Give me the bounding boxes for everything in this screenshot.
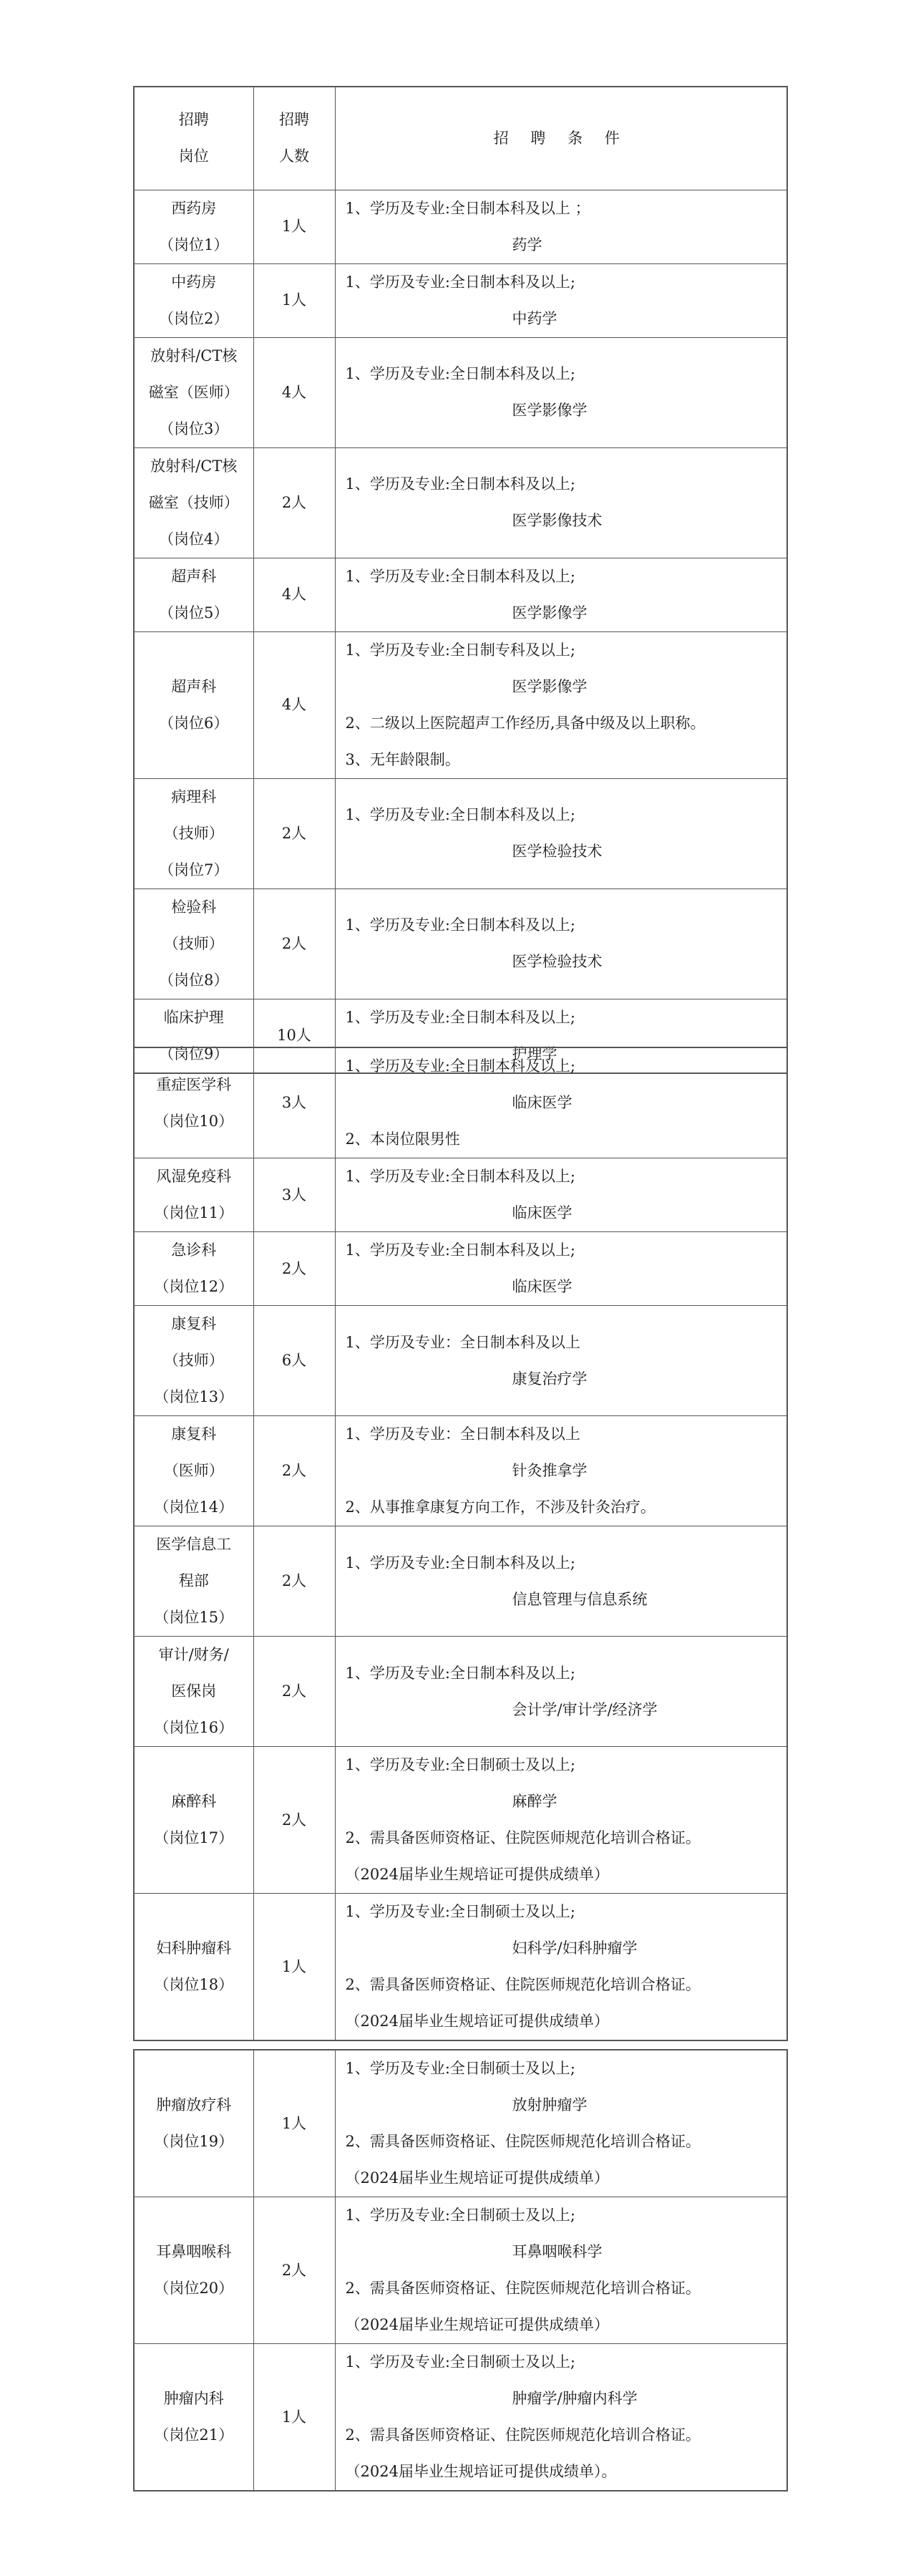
conditions-cell bbox=[335, 778, 787, 888]
condition-line: 3、无年龄限制。 bbox=[345, 750, 460, 768]
position-line: （岗位15） bbox=[154, 1609, 234, 1626]
header-position bbox=[134, 87, 253, 190]
position-cell bbox=[134, 1232, 253, 1306]
position-cell bbox=[134, 2197, 253, 2344]
position-line: （医师） bbox=[163, 1462, 224, 1479]
header-count-line-2: 人数 bbox=[279, 147, 309, 165]
position-line: （岗位10） bbox=[154, 1112, 234, 1130]
condition-line: 妇科学/妇科肿瘤学 bbox=[512, 1940, 638, 1957]
conditions-cell bbox=[335, 1306, 787, 1416]
position-line: （岗位5） bbox=[159, 604, 229, 621]
conditions-cell bbox=[335, 1747, 787, 1894]
table-section-3 bbox=[133, 2049, 786, 2492]
position-line: （岗位9） bbox=[159, 1045, 229, 1062]
position-cell bbox=[134, 631, 253, 778]
condition-line: 放射肿瘤学 bbox=[512, 2096, 588, 2113]
conditions-cell bbox=[335, 447, 787, 558]
position-cell bbox=[134, 888, 253, 999]
headcount-cell: 2人 bbox=[253, 778, 335, 888]
condition-line: （2024届毕业生规培证可提供成绩单） bbox=[345, 2013, 609, 2030]
position-line: （岗位4） bbox=[159, 530, 229, 548]
recruitment-table-part-2 bbox=[133, 1047, 788, 2041]
condition-line: 2、本岗位限男性 bbox=[345, 1130, 460, 1148]
conditions-cell bbox=[335, 337, 787, 447]
table-section-2 bbox=[133, 1047, 786, 2041]
position-line: （岗位11） bbox=[154, 1204, 234, 1221]
position-line: 中药房 bbox=[171, 273, 217, 291]
position-line: （岗位2） bbox=[159, 309, 229, 327]
position-line: （岗位16） bbox=[154, 1719, 234, 1736]
position-cell bbox=[134, 447, 253, 558]
position-line: 检验科 bbox=[171, 898, 217, 916]
position-cell bbox=[134, 2050, 253, 2197]
position-line: 麻醉科 bbox=[171, 1793, 217, 1810]
table-row bbox=[134, 1158, 787, 1232]
position-cell bbox=[134, 1306, 253, 1416]
position-line: 医学信息工 bbox=[156, 1536, 232, 1553]
position-line: 妇科肿瘤科 bbox=[156, 1940, 232, 1957]
position-cell bbox=[134, 1158, 253, 1232]
condition-line: 2、需具备医师资格证、住院医师规范化培训合格证。 bbox=[345, 2426, 701, 2444]
table-header-row bbox=[134, 87, 787, 190]
position-line: 西药房 bbox=[171, 199, 217, 217]
conditions-cell bbox=[335, 2050, 787, 2197]
table-row bbox=[134, 631, 787, 778]
headcount-cell: 3人 bbox=[253, 1158, 335, 1232]
condition-line: 信息管理与信息系统 bbox=[512, 1590, 648, 1608]
headcount-cell: 1人 bbox=[253, 1894, 335, 2041]
table-row bbox=[134, 1232, 787, 1306]
header-conditions bbox=[335, 87, 787, 190]
table-row bbox=[134, 190, 787, 263]
headcount-cell: 4人 bbox=[253, 558, 335, 631]
conditions-cell bbox=[335, 263, 787, 337]
position-line: （岗位17） bbox=[154, 1829, 234, 1846]
headcount-cell: 2人 bbox=[253, 888, 335, 999]
position-line: 医保岗 bbox=[171, 1682, 217, 1700]
position-line: 磁室（技师） bbox=[148, 493, 239, 511]
condition-line: 2、需具备医师资格证、住院医师规范化培训合格证。 bbox=[345, 2280, 701, 2297]
headcount-cell: 3人 bbox=[253, 1047, 335, 1158]
position-cell bbox=[134, 263, 253, 337]
headcount-cell: 1人 bbox=[253, 2050, 335, 2197]
position-cell bbox=[134, 1747, 253, 1894]
condition-line: 耳鼻咽喉科学 bbox=[512, 2243, 603, 2260]
table-row bbox=[134, 2344, 787, 2492]
condition-line: 1、学历及专业:全日制本科及以上; bbox=[345, 273, 576, 291]
position-line: 放射科/CT核 bbox=[150, 347, 238, 364]
condition-line: 1、学历及专业:全日制硕士及以上; bbox=[345, 1903, 576, 1920]
condition-line: 1、学历及专业:全日制本科及以上; bbox=[345, 365, 576, 382]
position-line: 程部 bbox=[178, 1572, 209, 1589]
headcount-cell: 2人 bbox=[253, 1747, 335, 1894]
condition-line: 1、学历及专业:全日制本科及以上; bbox=[345, 1008, 576, 1026]
position-line: 肿瘤放疗科 bbox=[156, 2096, 232, 2113]
position-line: 耳鼻咽喉科 bbox=[156, 2243, 232, 2260]
condition-line: 针灸推拿学 bbox=[512, 1462, 588, 1479]
header-count-line-1: 招聘 bbox=[279, 111, 309, 129]
conditions-cell bbox=[335, 1232, 787, 1306]
condition-line: 肿瘤学/肿瘤内科学 bbox=[512, 2390, 638, 2407]
header-conditions-label: 招 聘 条 件 bbox=[493, 129, 628, 147]
position-line: 超声科 bbox=[171, 567, 217, 585]
recruitment-table-part-3 bbox=[133, 2049, 788, 2492]
condition-line: 医学影像技术 bbox=[512, 512, 603, 529]
conditions-cell bbox=[335, 631, 787, 778]
position-cell bbox=[134, 1047, 253, 1158]
position-line: （岗位18） bbox=[154, 1976, 234, 1993]
position-line: （岗位14） bbox=[154, 1498, 234, 1516]
condition-line: 临床医学 bbox=[512, 1094, 572, 1111]
condition-line: 医学检验技术 bbox=[512, 843, 603, 860]
condition-line: 麻醉学 bbox=[512, 1793, 557, 1810]
headcount-cell: 2人 bbox=[253, 2197, 335, 2344]
condition-line: 医学影像学 bbox=[512, 677, 588, 695]
condition-line: 1、学历及专业：全日制本科及以上 bbox=[345, 1333, 580, 1351]
table-row bbox=[134, 1416, 787, 1526]
position-line: （岗位20） bbox=[154, 2280, 234, 2297]
headcount-cell: 4人 bbox=[253, 337, 335, 447]
table-row bbox=[134, 1747, 787, 1894]
position-cell bbox=[134, 1637, 253, 1747]
table-row bbox=[134, 1047, 787, 1158]
position-line: （岗位7） bbox=[159, 861, 229, 878]
position-line: （技师） bbox=[163, 824, 224, 842]
condition-line: 医学影像学 bbox=[512, 402, 588, 419]
conditions-cell bbox=[335, 1158, 787, 1232]
position-cell bbox=[134, 1526, 253, 1637]
conditions-cell bbox=[335, 2344, 787, 2492]
table-row bbox=[134, 2197, 787, 2344]
conditions-cell bbox=[335, 190, 787, 263]
headcount-cell: 2人 bbox=[253, 1526, 335, 1637]
table-row bbox=[134, 1637, 787, 1747]
position-line: 放射科/CT核 bbox=[150, 457, 238, 475]
position-line: （技师） bbox=[163, 1352, 224, 1369]
table-row bbox=[134, 778, 787, 888]
position-line: 重症医学科 bbox=[156, 1075, 232, 1093]
position-cell bbox=[134, 778, 253, 888]
condition-line: 1、学历及专业:全日制本科及以上; bbox=[345, 1057, 576, 1075]
condition-line: 1、学历及专业:全日制本科及以上 ； bbox=[345, 199, 590, 217]
table-section-1 bbox=[133, 86, 786, 1074]
condition-line: 中药学 bbox=[512, 309, 557, 327]
header-position-line-1: 招聘 bbox=[178, 111, 209, 129]
position-line: 康复科 bbox=[171, 1315, 217, 1332]
condition-line: 2、需具备医师资格证、住院医师规范化培训合格证。 bbox=[345, 1829, 701, 1846]
headcount-cell: 4人 bbox=[253, 631, 335, 778]
headcount-cell: 10人 bbox=[253, 999, 335, 1073]
position-cell bbox=[134, 337, 253, 447]
condition-line: （2024届毕业生规培证可提供成绩单）。 bbox=[345, 2463, 617, 2480]
condition-line: 1、学历及专业:全日制硕士及以上; bbox=[345, 2060, 576, 2077]
position-line: （岗位8） bbox=[159, 971, 229, 989]
position-line: （岗位21） bbox=[154, 2426, 234, 2444]
condition-line: （2024届毕业生规培证可提供成绩单） bbox=[345, 1866, 609, 1883]
condition-line: 1、学历及专业:全日制本科及以上; bbox=[345, 475, 576, 493]
table-row bbox=[134, 2050, 787, 2197]
condition-line: 1、学历及专业:全日制硕士及以上; bbox=[345, 2207, 576, 2224]
position-cell bbox=[134, 2344, 253, 2492]
position-line: 磁室（医师） bbox=[148, 383, 239, 401]
conditions-cell bbox=[335, 1416, 787, 1526]
table-row bbox=[134, 263, 787, 337]
headcount-cell: 2人 bbox=[253, 1416, 335, 1526]
position-line: （岗位3） bbox=[159, 420, 229, 437]
condition-line: 1、学历及专业:全日制本科及以上; bbox=[345, 1241, 576, 1259]
conditions-cell bbox=[335, 1637, 787, 1747]
conditions-cell bbox=[335, 2197, 787, 2344]
condition-line: （2024届毕业生规培证可提供成绩单） bbox=[345, 2316, 609, 2333]
condition-line: 医学检验技术 bbox=[512, 953, 603, 970]
conditions-cell bbox=[335, 1526, 787, 1637]
position-cell bbox=[134, 1416, 253, 1526]
headcount-cell: 1人 bbox=[253, 263, 335, 337]
position-line: （岗位1） bbox=[159, 236, 229, 253]
headcount-cell: 6人 bbox=[253, 1306, 335, 1416]
position-cell bbox=[134, 1894, 253, 2041]
condition-line: 康复治疗学 bbox=[512, 1370, 588, 1388]
conditions-cell bbox=[335, 1894, 787, 2041]
condition-line: 护理学 bbox=[512, 1045, 557, 1062]
position-cell bbox=[134, 190, 253, 263]
condition-line: 1、学历及专业:全日制本科及以上; bbox=[345, 806, 576, 823]
condition-line: 1、学历及专业：全日制本科及以上 bbox=[345, 1425, 580, 1443]
condition-line: 药学 bbox=[512, 236, 542, 253]
position-cell bbox=[134, 558, 253, 631]
condition-line: （2024届毕业生规培证可提供成绩单） bbox=[345, 2169, 609, 2187]
headcount-cell: 2人 bbox=[253, 1232, 335, 1306]
header-position-line-2: 岗位 bbox=[178, 147, 209, 165]
position-line: 急诊科 bbox=[171, 1241, 217, 1259]
headcount-cell: 2人 bbox=[253, 447, 335, 558]
condition-line: 2、需具备医师资格证、住院医师规范化培训合格证。 bbox=[345, 1976, 701, 1993]
position-line: 审计/财务/ bbox=[158, 1646, 229, 1663]
position-line: （岗位13） bbox=[154, 1388, 234, 1405]
position-line: 病理科 bbox=[171, 788, 217, 805]
position-line: 临床护理 bbox=[163, 1008, 224, 1026]
conditions-cell bbox=[335, 888, 787, 999]
condition-line: 1、学历及专业:全日制本科及以上; bbox=[345, 1664, 576, 1682]
recruitment-table-part-1 bbox=[133, 86, 788, 1074]
condition-line: 医学影像学 bbox=[512, 604, 588, 621]
condition-line: 1、学历及专业:全日制本科及以上; bbox=[345, 567, 576, 585]
table-row bbox=[134, 447, 787, 558]
position-line: 超声科 bbox=[171, 677, 217, 695]
position-line: （岗位6） bbox=[159, 714, 229, 732]
condition-line: 1、学历及专业:全日制本科及以上; bbox=[345, 916, 576, 934]
table-row bbox=[134, 1306, 787, 1416]
position-line: 风湿免疫科 bbox=[156, 1168, 232, 1185]
position-line: （技师） bbox=[163, 934, 224, 952]
headcount-cell: 1人 bbox=[253, 190, 335, 263]
condition-line: 会计学/审计学/经济学 bbox=[512, 1700, 658, 1718]
headcount-cell: 2人 bbox=[253, 1637, 335, 1747]
condition-line: 2、需具备医师资格证、住院医师规范化培训合格证。 bbox=[345, 2133, 701, 2150]
condition-line: 1、学历及专业:全日制专科及以上; bbox=[345, 641, 576, 659]
position-line: （岗位19） bbox=[154, 2133, 234, 2150]
conditions-cell bbox=[335, 1047, 787, 1158]
condition-line: 临床医学 bbox=[512, 1204, 572, 1221]
position-line: （岗位12） bbox=[154, 1278, 234, 1295]
headcount-cell: 1人 bbox=[253, 2344, 335, 2492]
position-line: 康复科 bbox=[171, 1425, 217, 1443]
table-row bbox=[134, 337, 787, 447]
condition-line: 1、学历及专业:全日制硕士及以上; bbox=[345, 2353, 576, 2371]
condition-line: 2、从事推拿康复方向工作，不涉及针灸治疗。 bbox=[345, 1498, 656, 1516]
header-count bbox=[253, 87, 335, 190]
table-row bbox=[134, 888, 787, 999]
position-line: 肿瘤内科 bbox=[163, 2390, 224, 2407]
table-row bbox=[134, 558, 787, 631]
condition-line: 2、二级以上医院超声工作经历,具备中级及以上职称。 bbox=[345, 714, 706, 732]
condition-line: 临床医学 bbox=[512, 1278, 572, 1295]
conditions-cell bbox=[335, 558, 787, 631]
condition-line: 1、学历及专业:全日制本科及以上; bbox=[345, 1168, 576, 1185]
table-row bbox=[134, 1526, 787, 1637]
condition-line: 1、学历及专业:全日制硕士及以上; bbox=[345, 1756, 576, 1773]
condition-line: 1、学历及专业:全日制本科及以上; bbox=[345, 1554, 576, 1572]
table-row bbox=[134, 1894, 787, 2041]
